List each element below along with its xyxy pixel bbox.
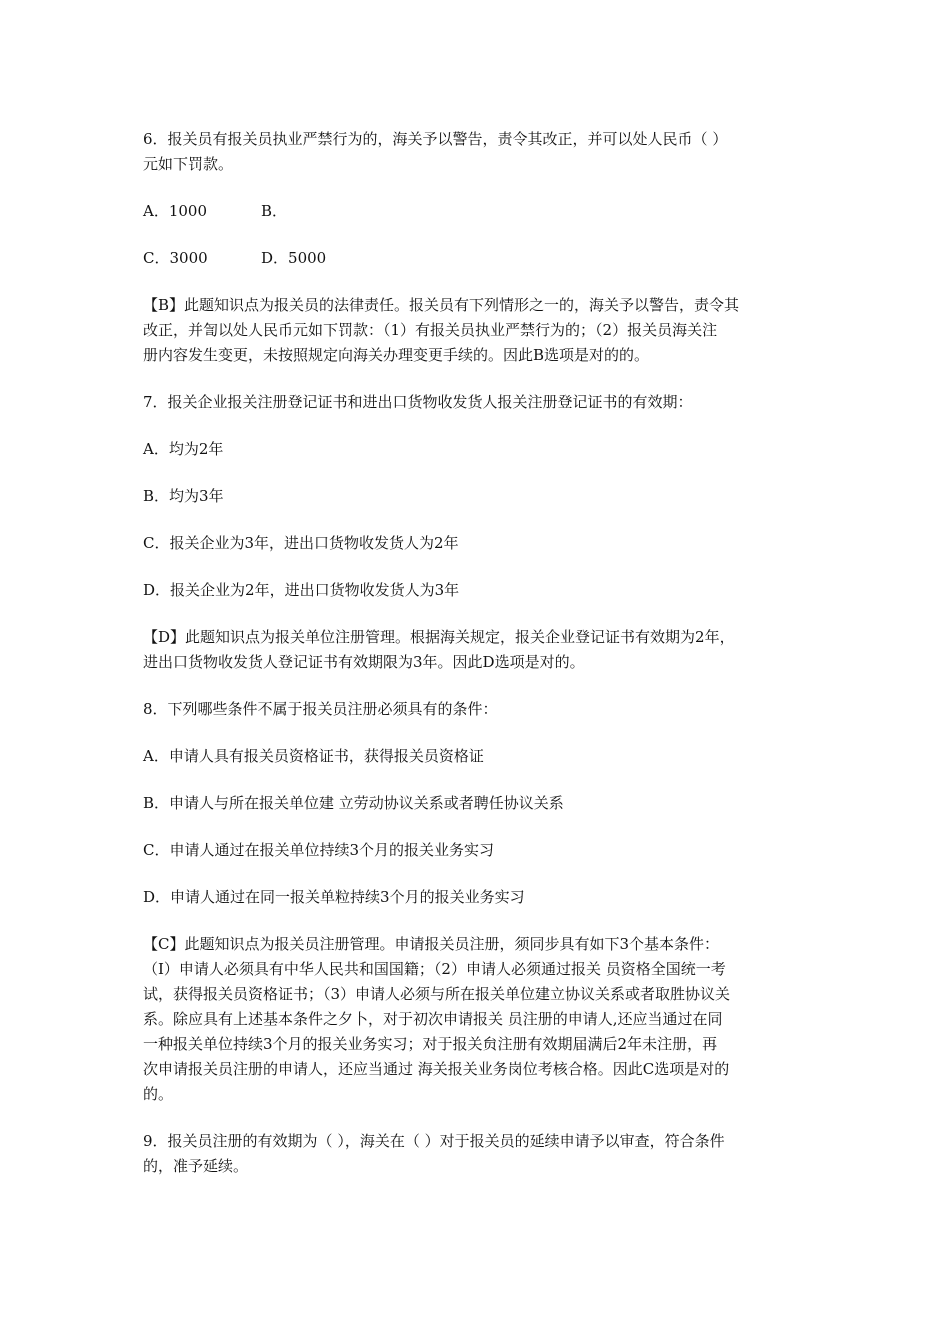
question-6-option-a: A．1000 xyxy=(143,202,208,220)
question-8-answer-line-4: 系。除应具有上述基本条件之夕卜，对于初次申请报关 员注册的申请人,还应当通过在同 xyxy=(143,1010,723,1028)
question-6-answer-line-2: 改正，并訇以处人民币元如下罚款：（1）有报关员执业严禁行为的；（2）报关员海关注 xyxy=(143,321,718,339)
question-8-stem: 8．下列哪些条件不属于报关员注册必须具有的条件： xyxy=(143,700,498,718)
question-7-stem: 7．报关企业报关注册登记证书和进出口货物收发货人报关注册登记证书的有效期： xyxy=(143,393,693,411)
question-9-stem-line-1: 9．报关员注册的有效期为（ ），海关在（ ）对于报关员的延续申请予以审查，符合条件 xyxy=(143,1132,725,1150)
question-6-answer-line-1: 【B】此题知识点为报关员的法律责任。报关员有下列情形之一的，海关予以警告，责令其 xyxy=(143,296,740,314)
question-7-option-b: B．均为3年 xyxy=(143,487,224,505)
question-8-answer-line-5: 一种报关单位持续3个月的报关业务实习；对于报关贠注册有效期届满后2年未注册，再 xyxy=(143,1035,718,1053)
question-7-answer-line-1: 【D】此题知识点为报关单位注册管理。根据海关规定，报关企业登记证书有效期为2年， xyxy=(143,628,735,646)
question-8-option-d: D．申请人通过在同一报关单粒持续3个月的报关业务实习 xyxy=(143,888,525,906)
question-8-answer-line-2: （I）申请人必须具有中华人民共和国国籍；（2）申请人必须通过报关 员资格全国统一考 xyxy=(143,960,726,978)
question-6-option-b: B． xyxy=(261,202,288,220)
question-9-stem-line-2: 的，准予延续。 xyxy=(143,1157,249,1175)
question-7-option-a: A．均为2年 xyxy=(143,440,224,458)
question-8-answer-line-7: 的。 xyxy=(143,1085,174,1103)
question-7-answer-line-2: 进出口货物收发货人登记证书有效期限为3年。因此D选项是对的。 xyxy=(143,653,585,671)
question-6-stem-line-2: 元如下罚款。 xyxy=(143,155,234,173)
question-8-answer-line-3: 试，获得报关员资格证书；（3）申请人必须与所在报关单位建立协议关系或者取胜协议关 xyxy=(143,985,731,1003)
question-6-stem-line-1: 6．报关员有报关员执业严禁行为的，海关予以警告，责令其改正，并可以处人民币（ ） xyxy=(143,130,728,148)
question-8-option-c: C．申请人通过在报关单位持续3个月的报关业务实习 xyxy=(143,841,495,859)
question-6-option-c: C．3000 xyxy=(143,249,208,267)
question-7-option-d: D．报关企业为2年，进出口货物收发货人为3年 xyxy=(143,581,460,599)
question-6-answer-line-3: 册内容发生变更，未按照规定向海关办理变更手续的。因此B选项是对的的。 xyxy=(143,346,650,364)
question-8-answer-line-1: 【C】此题知识点为报关员注册管理。申请报关员注册，须同步具有如下3个基本条件： xyxy=(143,935,720,953)
question-8-option-b: B．申请人与所在报关单位建 立劳动协议关系或者聘任协议关系 xyxy=(143,794,564,812)
question-8-option-a: A．申请人具有报关员资格证书，获得报关员资格证 xyxy=(143,747,484,765)
question-8-answer-line-6: 次申请报关员注册的申请人，还应当通过 海关报关业务岗位考核合格。因此C选项是对的 xyxy=(143,1060,730,1078)
question-6-option-d: D．5000 xyxy=(261,249,327,267)
question-7-option-c: C．报关企业为3年，进出口货物收发货人为2年 xyxy=(143,534,459,552)
